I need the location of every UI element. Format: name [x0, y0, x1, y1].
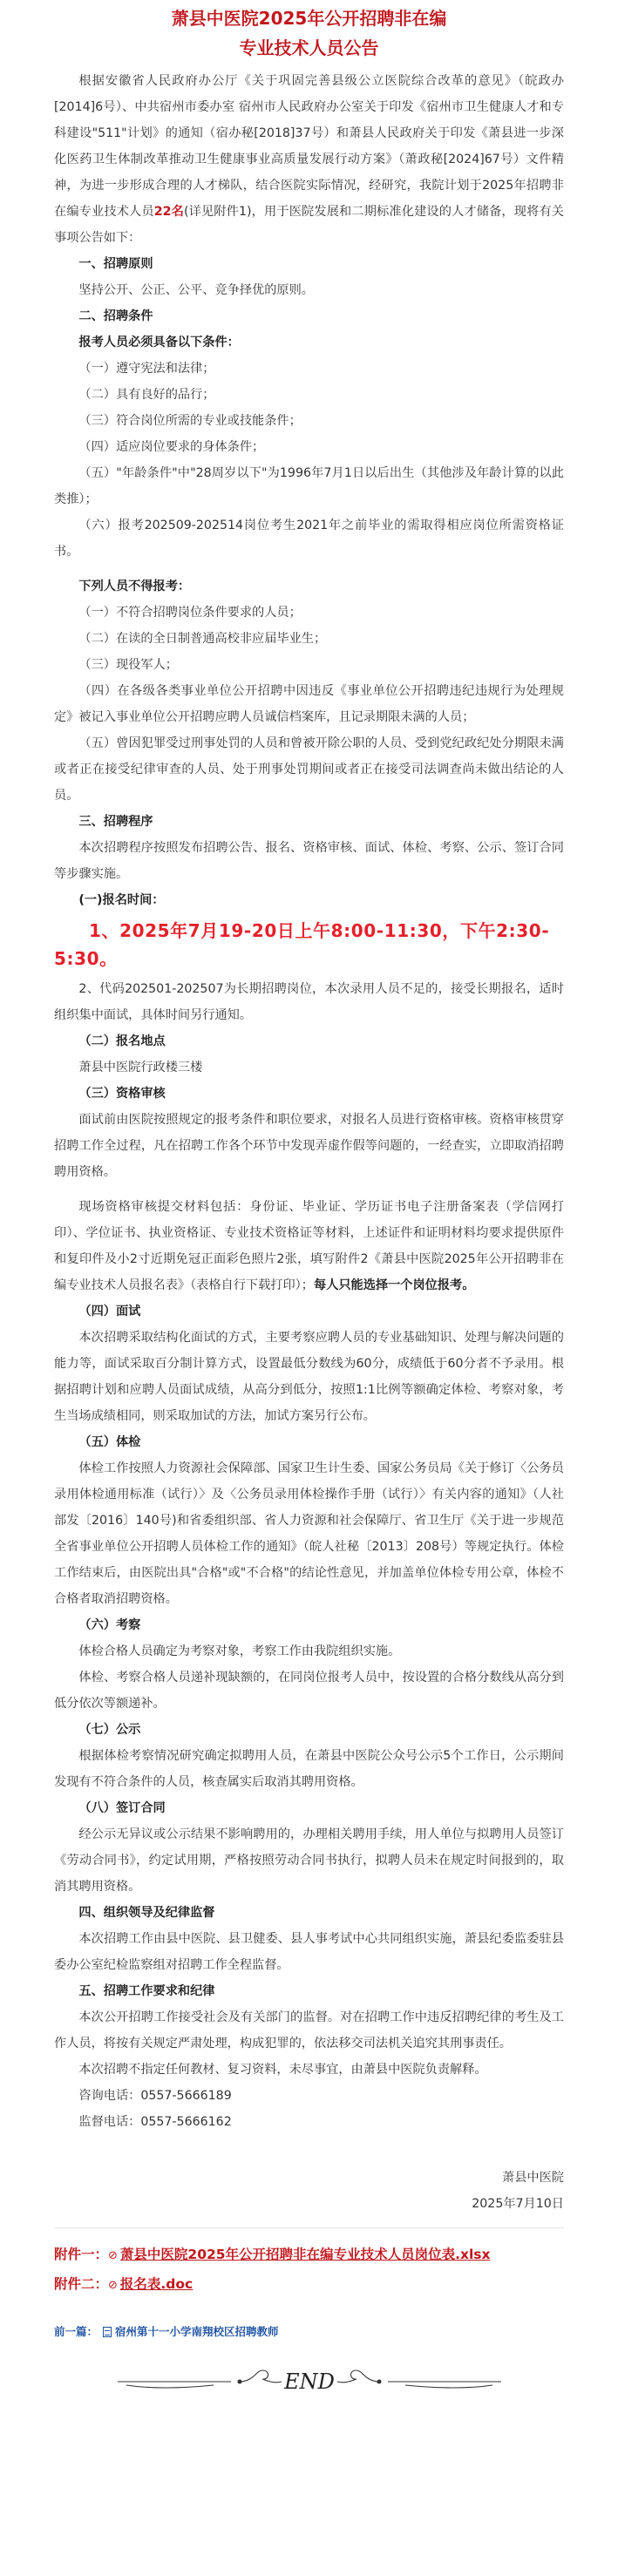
requirement-item: （六）报考202509-202514岗位考生2021年之前毕业的需取得相应岗位所需资格证书。 — [54, 519, 564, 559]
medical-exam-label: （五）体检 — [78, 1435, 141, 1449]
requirement-item: （四）适应岗位要求的身体条件； — [78, 440, 265, 454]
qualification-docs-paragraph — [54, 1194, 564, 1298]
end-flourish-icon — [109, 2356, 510, 2404]
paperclip-icon: ⊘ — [108, 2279, 118, 2292]
section-5-heading: 五、招聘工作要求和纪律 — [78, 1984, 215, 1998]
inspection-label: （六）考察 — [78, 1618, 141, 1632]
interview-body: 本次招聘采取结构化面试的方式，主要考察应聘人员的专业基础知识、处理与解决问题的能力等，面试采取百分制计算方式，设置最低分数线为60分，成绩低于60分者不予录用。根据招聘计划和应聘人员面试成绩，从高分到低分，按照1:1比例等额确定体检、考察对象，考生当场成绩相同，则采取加试的方法，加试方案另行公布。 — [54, 1331, 564, 1423]
attachment-row — [54, 2240, 564, 2270]
registration-place-label: （二）报名地点 — [78, 1034, 166, 1048]
qualification-docs-text: 现场资格审核提交材料包括：身份证、毕业证、学历证书电子注册备案表（学信网打印）、学位证书、执业资格证、专业技术资格证等材料，上述证件和证明材料均要求提供原件和复印件及小2寸近期免冠正面彩色照片2张，填写附件2《萧县中医院2025年公开招聘非在编专业技术人员报名表》（表格自行下载打印）； — [54, 1200, 564, 1292]
contract-label: （八）签订合同 — [78, 1801, 166, 1815]
exclusion-item: （一）不符合招聘岗位条件要求的人员； — [78, 606, 302, 620]
publicity-label: （七）公示 — [78, 1723, 141, 1737]
requirement-item: （三）符合岗位所需的专业或技能条件； — [78, 414, 302, 428]
attachment-row — [54, 2270, 564, 2300]
consult-phone: 咨询电话：0557-5666189 — [78, 2089, 232, 2103]
end-text: END — [283, 2369, 335, 2394]
signature-date: 2025年7月10日 — [472, 2197, 564, 2211]
inspection-body-1: 体检合格人员确定为考察对象，考察工作由我院组织实施。 — [78, 1644, 401, 1658]
registration-place-body: 萧县中医院行政楼三楼 — [78, 1061, 203, 1074]
previous-article-label: 前一篇： — [54, 2325, 98, 2338]
paperclip-icon: ⊘ — [108, 2249, 118, 2262]
document-icon — [103, 2327, 112, 2337]
registration-time-label: (一)报名时间： — [78, 893, 165, 907]
section-4-body: 本次招聘工作由县中医院、县卫健委、县人事考试中心共同组织实施，萧县纪委监委驻县委办公室纪检监察组对招聘工作全程监督。 — [54, 1932, 564, 1972]
qualification-review-body: 面试前由医院按照规定的报考条件和职位要求，对报名人员进行资格审核。资格审核贯穿招聘工作全过程，凡在招聘工作各个环节中发现弄虚作假等问题的，一经查实，立即取消招聘聘用资格。 — [54, 1113, 564, 1179]
section-4-heading: 四、组织领导及纪律监督 — [78, 1906, 215, 1920]
attachment-link-positions[interactable] — [108, 2247, 490, 2262]
supervise-phone: 监督电话：0557-5666162 — [78, 2115, 232, 2129]
attachment-link-form[interactable] — [108, 2276, 193, 2292]
previous-article-row — [54, 2319, 564, 2345]
section-2-heading: 二、招聘条件 — [78, 309, 153, 323]
exclusions-heading: 下列人员不得报考： — [78, 580, 191, 593]
hire-count: 22名 — [153, 205, 184, 219]
publicity-body: 根据体检考察情况研究确定拟聘用人员，在萧县中医院公众号公示5个工作日，公示期间发现有不符合条件的人员，核查属实后取消其聘用资格。 — [54, 1749, 564, 1789]
registration-time-note: 2、代码202501-202507为长期招聘岗位，本次录用人员不足的，接受长期报名，适时组织集中面试，具体时间另行通知。 — [54, 982, 564, 1022]
registration-time-highlight: 1、2025年7月19-20日上午8:00-11:30，下午2:30-5:30。 — [54, 920, 550, 969]
intro-text-after: (详见附件1)，用于医院发展和二期标准化建设的人才储备，现将有关事项公告如下： — [54, 205, 564, 245]
requirement-item: （五）"年龄条件"中"28周岁以下"为1996年7月1日以后出生（其他涉及年龄计算的以此类推）； — [54, 466, 564, 506]
section-5-body-2: 本次招聘不指定任何教材、复习资料，未尽事宜，由萧县中医院负责解释。 — [78, 2063, 487, 2077]
requirements-heading: 报考人员必须具备以下条件： — [78, 336, 240, 349]
section-5-body-1: 本次公开招聘工作接受社会及有关部门的监督。对在招聘工作中违反招聘纪律的考生及工作人员，将按有关规定严肃处理，构成犯罪的，依法移交司法机关追究其刑事责任。 — [54, 2010, 564, 2051]
qualification-review-label: （三）资格审核 — [78, 1087, 166, 1101]
exclusion-item: （五）曾因犯罪受过刑事处罚的人员和曾被开除公职的人员、受到党纪政纪处分期限未满或者正在接受纪律审查的人员、处于刑事处罚期间或者正在接受司法调查尚未做出结论的人员。 — [54, 736, 564, 803]
section-1-body: 坚持公开、公正、公平、竞争择优的原则。 — [78, 283, 314, 297]
attachment-name: 报名表.doc — [119, 2276, 194, 2292]
title-line-1: 萧县中医院2025年公开招聘非在编 — [171, 8, 447, 29]
requirement-item: （一）遵守宪法和法律； — [78, 362, 215, 376]
contract-body: 经公示无异议或公示结果不影响聘用的，办理相关聘用手续，用人单位与拟聘用人员签订《劳动合同书》，约定试用期，严格按照劳动合同书执行，拟聘人员未在规定时间报到的，取消其聘用资格。 — [54, 1827, 564, 1894]
exclusion-item: （三）现役军人； — [78, 658, 178, 672]
section-1-heading: 一、招聘原则 — [78, 257, 153, 271]
attachment-name: 萧县中医院2025年公开招聘非在编专业技术人员岗位表.xlsx — [119, 2247, 491, 2262]
title-line-2: 专业技术人员公告 — [239, 37, 379, 58]
previous-article-title: 宿州第十一小学南翔校区招聘教师 — [115, 2325, 279, 2338]
section-3-body: 本次招聘程序按照发布招聘公告、报名、资格审核、面试、体检、考察、公示、签订合同等步骤实施。 — [54, 841, 564, 881]
article-title — [54, 3, 564, 63]
intro-text-before: 根据安徽省人民政府办公厅《关于巩固完善县级公立医院综合改革的意见》（皖政办[2014]6号）、中共宿州市委办室 宿州市人民政府办公室关于印发《宿州市卫生健康人才和专科建设"511"计划》的通知（宿办秘[2018]37号）和萧县人民政府关于印发《萧县进一步深化医药卫生体制改革推动卫生健康事业高质量发展行动方案》（萧政秘[2024]67号）文件精神，为进一步形成合理的人才梯队，结合医院实际情况，经研究，我院计划于2025年招聘非在编专业技术人员 — [54, 74, 564, 219]
interview-label: （四）面试 — [78, 1305, 141, 1319]
exclusion-item: （四）在各级各类事业单位公开招聘中因违反《事业单位公开招聘违纪违规行为处理规定》被记入事业单位公开招聘应聘人员诚信档案库，且记录期限未满的人员； — [54, 684, 564, 724]
requirement-item: （二）具有良好的品行； — [78, 388, 215, 402]
one-position-notice: 每人只能选择一个岗位报考。 — [313, 1278, 475, 1292]
exclusion-item: （二）在读的全日制普通高校非应届毕业生； — [78, 632, 327, 646]
intro-paragraph — [54, 68, 564, 251]
medical-exam-body: 体检工作按照人力资源社会保障部、国家卫生计生委、国家公务员局《关于修订〈公务员录用体检通用标准（试行）〉及〈公务员录用体检操作手册（试行）〉有关内容的通知》（人社部发〔2016〕140号)和省委组织部、省人力资源和社会保障厅、省卫生厅《关于进一步规范全省事业单位公开招聘人员体检工作的通知》（皖人社秘〔2013〕208号）等规定执行。体检工作结束后，由医院出具"合格"或"不合格"的结论性意见，并加盖单位体检专用公章，体检不合格者取消招聘资格。 — [54, 1461, 564, 1606]
inspection-body-2: 体检、考察合格人员递补现缺额的，在同岗位报考人员中，按设置的合格分数线从高分到低分依次等额递补。 — [54, 1671, 564, 1711]
signature-org: 萧县中医院 — [502, 2171, 564, 2185]
previous-article-link[interactable] — [98, 2325, 279, 2338]
end-ornament — [54, 2356, 564, 2408]
content-divider — [54, 2227, 564, 2228]
section-3-heading: 三、招聘程序 — [78, 815, 153, 829]
attachment-label: 附件二： — [54, 2276, 109, 2292]
attachment-label: 附件一： — [54, 2247, 109, 2262]
